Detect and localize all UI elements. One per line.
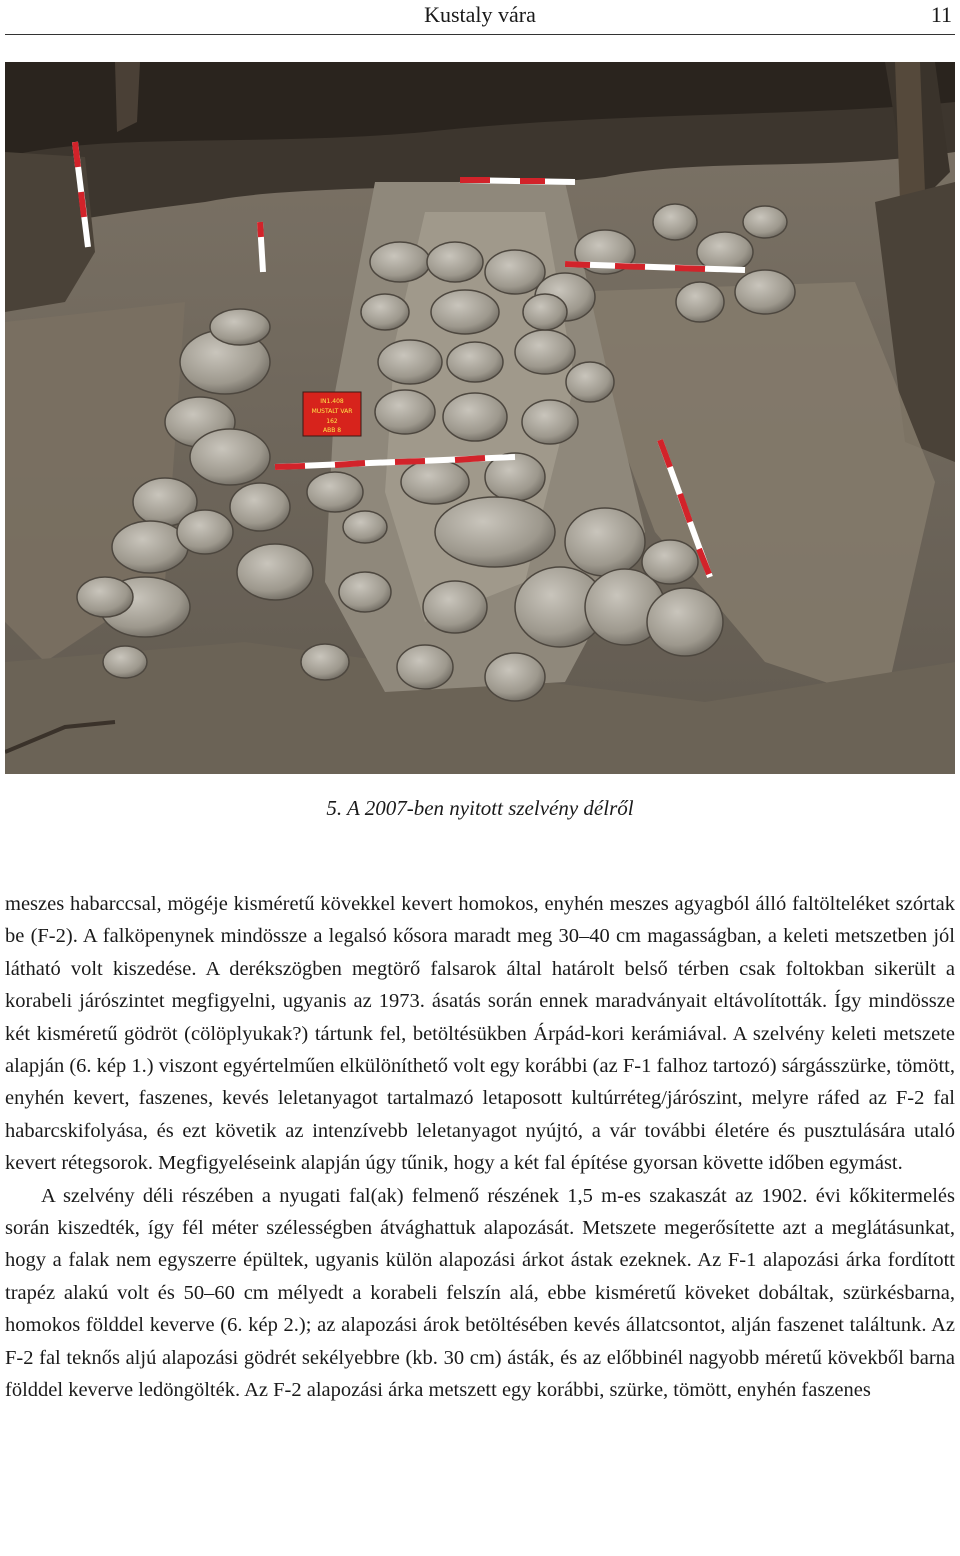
paragraph-1: meszes habarccsal, mögéje kisméretű kövekkel kevert homokos, enyhén meszes agyagból álló faltölteléket szórtak be (F-2). A falköpenynek mindössze a legalsó kősora maradt meg 30–40 cm magasságban, a keleti metszetben jól látható volt kiszedése. A derékszögben megtörő falsarok által határolt belső térben csak foltokban sikerült a korabeli járószintet megfigyelni, ugyanis az 1973. ásatás során ennek maradványait eltávolították. Így mindössze két kisméretű gödröt (cölöplyukak?) tártunk fel, betöltésükben Árpád-kori kerámiával. A szelvény keleti metszete alapján (6. kép 1.) viszont egyértelműen elkülöníthető volt egy korábbi (az F-1 falhoz tartozó) sárgásszürke, tömött, enyhén kevert, faszenes, kevés leletanyagot tartalmazó letaposott kultúrréteg/járószint, melyre ráfed az F-2 fal habarcskifolyása, és ezt követik az intenzívebb leletanyagot nyújtó, a vár további életére és pusztulására utaló kevert rétegsorok. Megfigyeléseink alapján úgy tűnik, hogy a két fal építése gyorsan követte időben egymást.	[5, 893, 955, 1175]
body-text	[5, 888, 955, 1407]
header-rule	[5, 34, 955, 35]
svg-text:ABB 8: ABB 8	[322, 427, 342, 434]
running-header	[0, 0, 960, 34]
figure-caption: 5. A 2007-ben nyitott szelvény délről	[326, 796, 634, 820]
excavation-photo	[5, 62, 955, 774]
svg-text:162: 162	[326, 418, 338, 425]
svg-text:IN1.408: IN1.408	[320, 398, 344, 405]
page-number: 11	[930, 2, 952, 27]
svg-text:MUSTALT VAR: MUSTALT VAR	[311, 408, 353, 415]
site-sign	[303, 392, 361, 436]
paragraph-2: A szelvény déli részében a nyugati fal(ak) felmenő részének 1,5 m-es szakaszát az 1902. évi kőkitermelés során kiszedték, így fél méter szélességben átvághattuk alapozását. Metszete megerősítette azt a meglátásunkat, hogy a falak nem egyszerre épültek, ugyanis külön alapozási árkot ástak ezeknek. Az F-1 alapozási árka fordított trapéz alakú volt és 50–60 cm mélyedt a korabeli felszín alá, ebbe kisméretű köveket dobáltak, szürkésbarna, homokos földdel keverve (6. kép 2.); az alapozási árok betöltésében kevés állatcsontot, alján faszenet találtunk. Az F-2 fal teknős aljú alapozási gödrét sekélyebbre (kb. 30 cm) ásták, és az előbbinél nagyobb méretű kövekből barna földdel keverve ledöngölték. Az F-2 alapozási árka metszett egy korábbi, szürke, tömött, enyhén faszenes	[5, 1184, 955, 1402]
running-title: Kustaly vára	[424, 2, 536, 27]
